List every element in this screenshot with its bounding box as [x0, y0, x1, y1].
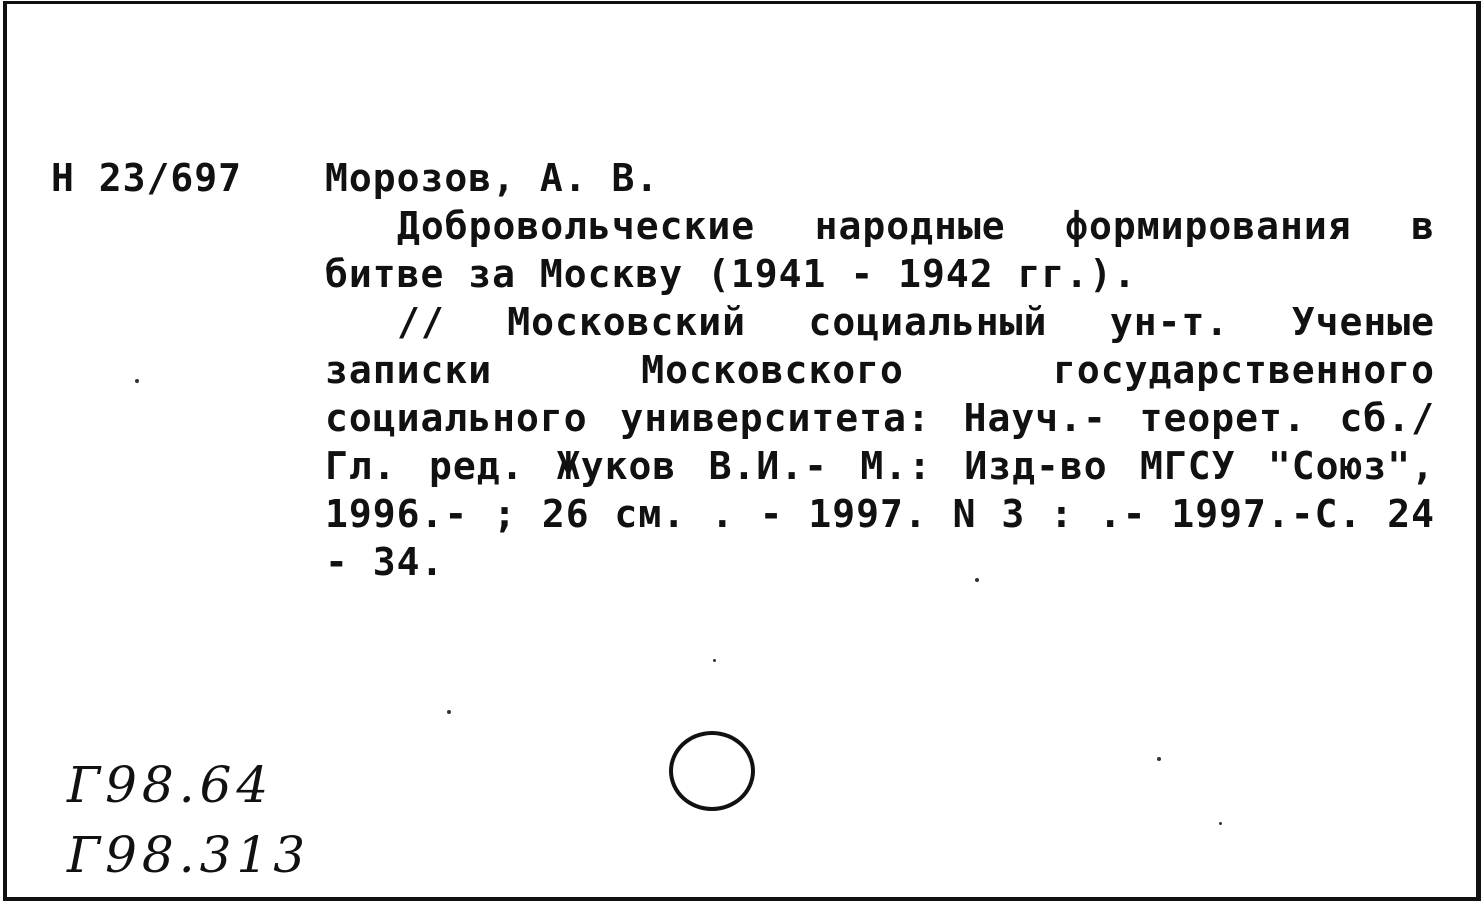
scan-speck — [1157, 757, 1161, 761]
punch-hole-circle — [669, 731, 755, 811]
scan-speck — [135, 379, 139, 383]
handwritten-classification-code: Г98.64 — [67, 756, 274, 814]
shelfmark: Н 23/697 — [51, 156, 243, 200]
scan-speck — [1219, 822, 1222, 825]
scan-speck — [447, 710, 451, 714]
scan-speck — [713, 659, 716, 662]
bibliographic-entry — [325, 154, 1435, 586]
catalog-card — [3, 1, 1481, 901]
source-paragraph: // Московский социальный ун-т. Ученые записки Московского государственного социального университета: Науч.- теорет. сб./ Гл. ред. Жуков В.И.- М.: Изд-во МГСУ "Союз", 1996.- ; 26 см. . - 1997. N 3 : .- 1997.-С. 24 - 34. — [325, 300, 1435, 584]
author-heading: Морозов, А. В. — [325, 156, 660, 200]
scan-speck — [975, 578, 979, 582]
title-paragraph: Добровольческие народные формирования в битве за Москву (1941 - 1942 гг.). — [325, 204, 1435, 296]
handwritten-classification-code: Г98.313 — [67, 826, 311, 884]
